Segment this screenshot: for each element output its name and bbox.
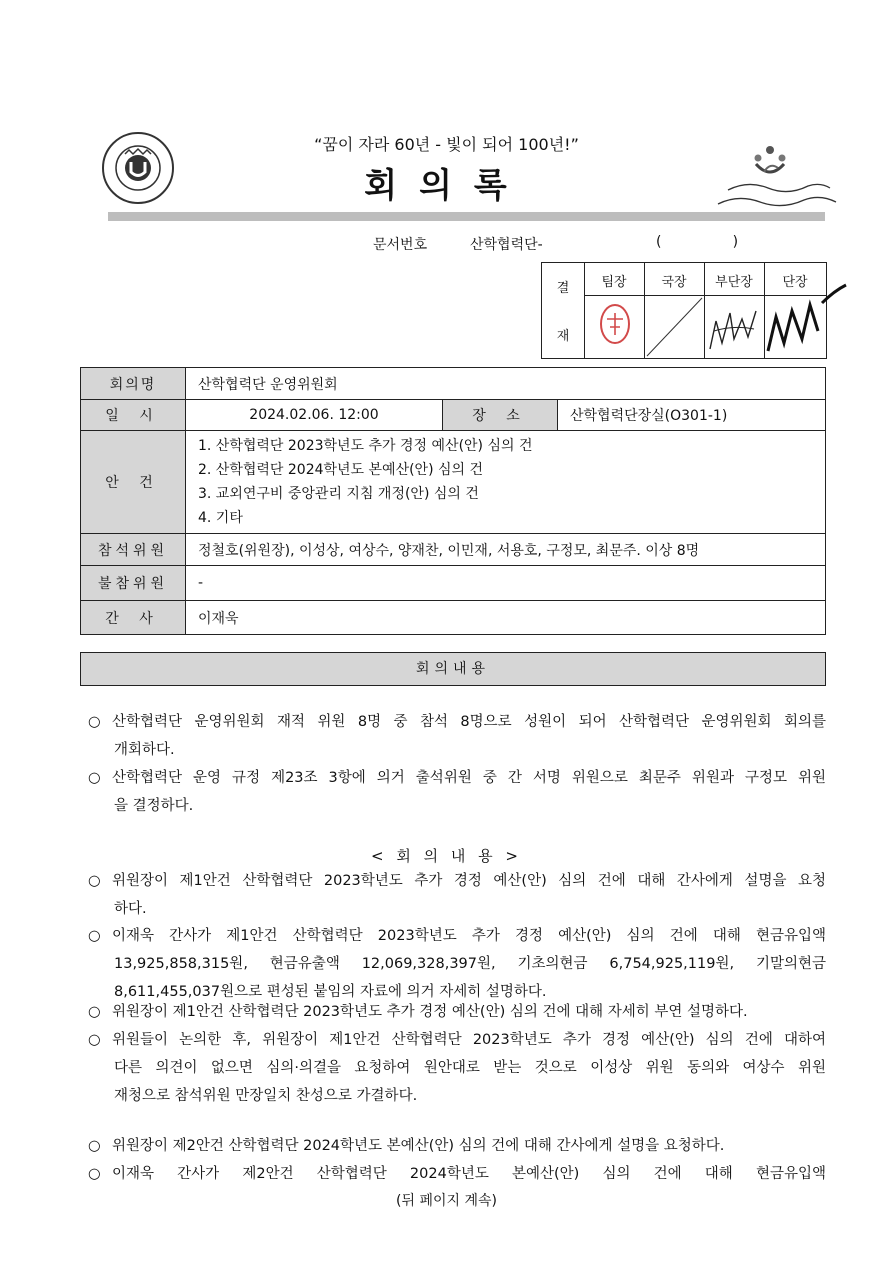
role-head: 단장 [782,275,808,290]
agenda-list [186,431,826,534]
content-paragraph: ○ 위원장이 제2안건 산학협력단 2024학년도 본예산(안) 심의 건에 대해 간사에게 설명을 요청하다. [88,1132,826,1160]
doc-number-label: 문서번호 [373,237,428,253]
agenda-item: 1. 산학협력단 2023학년도 추가 경정 예산(안) 심의 건 [198,438,533,454]
date-label: 일 시 [81,400,186,431]
content-paragraph: ○ 이재욱 간사가 제2안건 산학협력단 2024학년도 본예산(안) 심의 건에 대해 현금유입액 [88,1160,826,1188]
continued-note: (뒤 페이지 계속) [396,1193,497,1209]
intro-paragraph: ○ 산학협력단 운영 규정 제23조 3항에 의거 출석위원 중 간 서명 위원으로 최문주 위원과 구정모 위원 을 결정하다. [88,764,826,820]
meeting-place: 산학협력단장실(O301-1) [558,400,826,431]
agenda-item: 3. 교외연구비 중앙관리 지침 개정(안) 심의 건 [198,486,479,502]
content-paragraph: ○ 이재욱 간사가 제1안건 산학협력단 2023학년도 추가 경정 예산(안) 심의 건에 대해 현금유입액 13,925,858,315원, 현금유출액 12,069,328,397원, 기초의현금 6,754,925,119원, 기말의현금 8,611,455,037원으로 편성된 붙임의 자료에 의거 자세히 설명하다. [88,922,826,1006]
secretary: 이재욱 [186,601,826,635]
role-vice-head: 부단장 [715,275,753,290]
content-paragraph: ○ 위원장이 제1안건 산학협력단 2023학년도 추가 경정 예산(안) 심의 건에 대해 간사에게 설명을 요청 하다. [88,867,826,923]
slogan: “꿈이 자라 60년 - 빛이 되어 100년!” [314,135,579,154]
absent-members: - [186,566,826,601]
approval-box [541,262,827,359]
role-team-lead: 팀장 [601,275,627,290]
intro-paragraph: ○ 산학협력단 운영위원회 재적 위원 8명 중 참석 8명으로 성원이 되어 산학협력단 운영위원회 회의를 개회하다. [88,708,826,764]
approval-label-bottom: 재 [556,329,570,344]
bullet: ○ [88,714,101,730]
place-label: 장 소 [443,400,558,431]
role-director: 국장 [661,275,687,290]
attendees-label: 참석위원 [81,534,186,566]
signature-vice-head [704,291,764,357]
meeting-info-table [80,367,826,635]
attendees: 정철호(위원장), 이성상, 여상수, 양재찬, 이민재, 서용호, 구정모, 최문주. 이상 8명 [186,534,826,566]
absent-label: 불참위원 [81,566,186,601]
bullet: ○ [88,1032,101,1048]
sub-title: < 회 의 내 용 > [371,847,522,865]
agenda-label: 안 건 [81,431,186,534]
signature-head [762,281,852,357]
approval-label-top: 결 [556,281,570,296]
doc-number-value: 산학협력단- [470,237,543,253]
bullet: ○ [88,1138,101,1154]
slash-mark [645,296,703,357]
bullet: ○ [88,873,101,889]
agenda-item: 2. 산학협력단 2024학년도 본예산(안) 심의 건 [198,462,484,478]
section-title: 회의내용 [80,652,826,686]
meeting-date: 2024.02.06. 12:00 [186,400,443,431]
bullet: ○ [88,928,101,944]
header-bar [108,212,825,221]
meeting-name-label: 회의명 [81,368,186,400]
motto-emblem [708,132,848,214]
page-title: 회의록 [364,166,529,206]
seal-stamp [598,301,632,347]
meeting-name: 산학협력단 운영위원회 [186,368,826,400]
bullet: ○ [88,770,101,786]
secretary-label: 간 사 [81,601,186,635]
bullet: ○ [88,1166,101,1182]
content-paragraph: ○ 위원들이 논의한 후, 위원장이 제1안건 산학협력단 2023학년도 추가 경정 예산(안) 심의 건에 대하여 다른 의견이 없으면 심의·의결을 요청하여 원안대로 받는 것으로 이성상 위원 동의와 여상수 위원 재청으로 참석위원 만장일치 찬성으로 가결하다. [88,1026,826,1110]
content-paragraph: ○ 위원장이 제1안건 산학협력단 2023학년도 추가 경정 예산(안) 심의 건에 대해 자세히 부연 설명하다. [88,998,826,1026]
doc-number-paren: ( ) [656,234,739,250]
bullet: ○ [88,1004,101,1020]
agenda-item: 4. 기타 [198,510,243,526]
